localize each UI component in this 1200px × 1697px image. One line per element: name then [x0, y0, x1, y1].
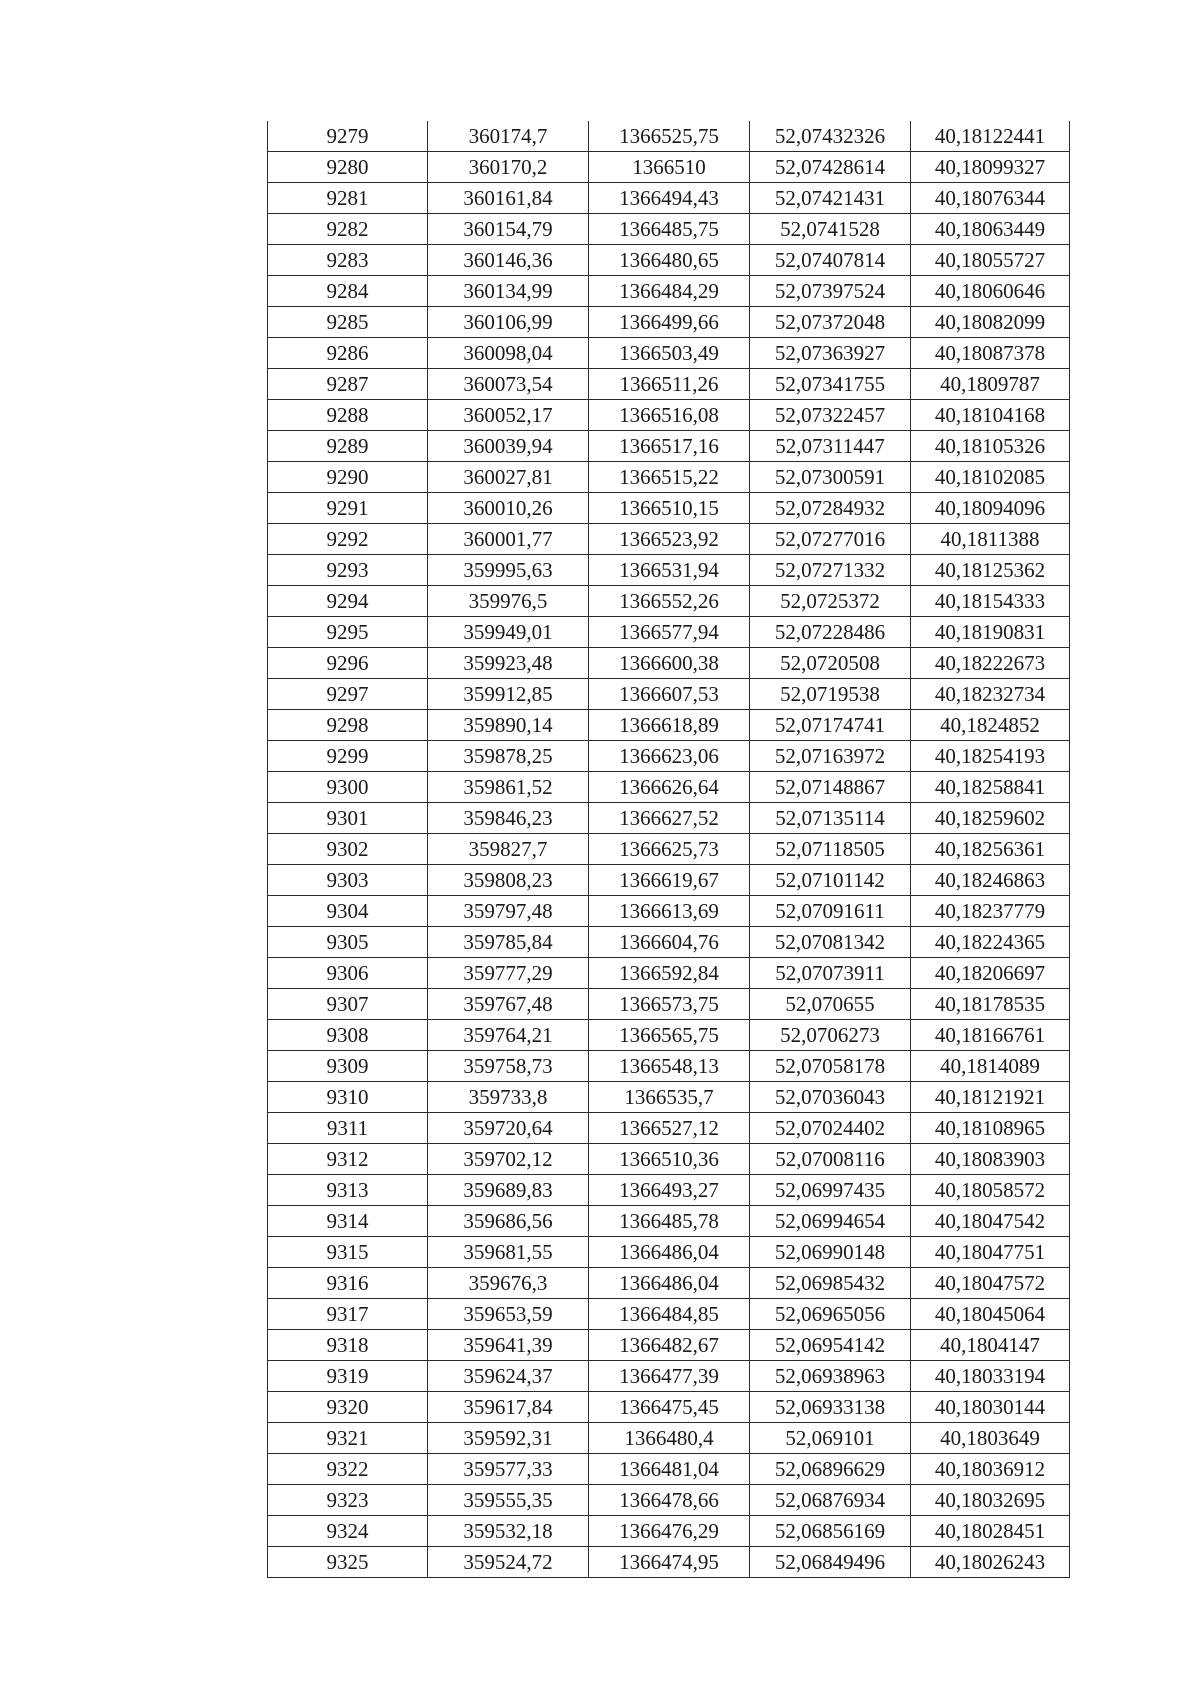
latitude-cell: 52,07341755 [750, 369, 911, 400]
y-coordinate-cell: 1366517,16 [589, 431, 750, 462]
point-number-cell: 9308 [268, 1020, 428, 1051]
longitude-cell: 40,18256361 [911, 834, 1070, 865]
longitude-cell: 40,18047751 [911, 1237, 1070, 1268]
table-row [268, 1237, 1070, 1268]
table-row [268, 803, 1070, 834]
latitude-cell: 52,07036043 [750, 1082, 911, 1113]
latitude-cell: 52,07091611 [750, 896, 911, 927]
longitude-cell: 40,1803649 [911, 1423, 1070, 1454]
x-coordinate-cell: 359676,3 [428, 1268, 589, 1299]
x-coordinate-cell: 359592,31 [428, 1423, 589, 1454]
point-number-cell: 9280 [268, 152, 428, 183]
x-coordinate-cell: 360027,81 [428, 462, 589, 493]
y-coordinate-cell: 1366531,94 [589, 555, 750, 586]
longitude-cell: 40,18122441 [911, 121, 1070, 152]
latitude-cell: 52,07284932 [750, 493, 911, 524]
longitude-cell: 40,18030144 [911, 1392, 1070, 1423]
coordinate-table-body [268, 121, 1070, 1578]
longitude-cell: 40,18166761 [911, 1020, 1070, 1051]
table-row [268, 462, 1070, 493]
longitude-cell: 40,18105326 [911, 431, 1070, 462]
point-number-cell: 9283 [268, 245, 428, 276]
point-number-cell: 9281 [268, 183, 428, 214]
latitude-cell: 52,070655 [750, 989, 911, 1020]
y-coordinate-cell: 1366477,39 [589, 1361, 750, 1392]
y-coordinate-cell: 1366475,45 [589, 1392, 750, 1423]
latitude-cell: 52,06965056 [750, 1299, 911, 1330]
table-row [268, 431, 1070, 462]
x-coordinate-cell: 359923,48 [428, 648, 589, 679]
latitude-cell: 52,07311447 [750, 431, 911, 462]
point-number-cell: 9314 [268, 1206, 428, 1237]
point-number-cell: 9325 [268, 1547, 428, 1578]
y-coordinate-cell: 1366535,7 [589, 1082, 750, 1113]
longitude-cell: 40,18082099 [911, 307, 1070, 338]
point-number-cell: 9290 [268, 462, 428, 493]
point-number-cell: 9294 [268, 586, 428, 617]
latitude-cell: 52,07174741 [750, 710, 911, 741]
longitude-cell: 40,18047572 [911, 1268, 1070, 1299]
longitude-cell: 40,18254193 [911, 741, 1070, 772]
longitude-cell: 40,18206697 [911, 958, 1070, 989]
y-coordinate-cell: 1366511,26 [589, 369, 750, 400]
y-coordinate-cell: 1366515,22 [589, 462, 750, 493]
point-number-cell: 9303 [268, 865, 428, 896]
y-coordinate-cell: 1366525,75 [589, 121, 750, 152]
table-row [268, 214, 1070, 245]
y-coordinate-cell: 1366474,95 [589, 1547, 750, 1578]
x-coordinate-cell: 359577,33 [428, 1454, 589, 1485]
point-number-cell: 9296 [268, 648, 428, 679]
x-coordinate-cell: 360052,17 [428, 400, 589, 431]
x-coordinate-cell: 360010,26 [428, 493, 589, 524]
x-coordinate-cell: 360170,2 [428, 152, 589, 183]
table-row [268, 1299, 1070, 1330]
table-row [268, 1330, 1070, 1361]
latitude-cell: 52,07163972 [750, 741, 911, 772]
longitude-cell: 40,18190831 [911, 617, 1070, 648]
table-row [268, 958, 1070, 989]
table-row [268, 183, 1070, 214]
y-coordinate-cell: 1366480,65 [589, 245, 750, 276]
table-row [268, 1485, 1070, 1516]
table-row [268, 710, 1070, 741]
x-coordinate-cell: 359720,64 [428, 1113, 589, 1144]
longitude-cell: 40,1811388 [911, 524, 1070, 555]
longitude-cell: 40,18087378 [911, 338, 1070, 369]
x-coordinate-cell: 360073,54 [428, 369, 589, 400]
table-row [268, 989, 1070, 1020]
longitude-cell: 40,1824852 [911, 710, 1070, 741]
x-coordinate-cell: 359861,52 [428, 772, 589, 803]
point-number-cell: 9321 [268, 1423, 428, 1454]
latitude-cell: 52,07397524 [750, 276, 911, 307]
latitude-cell: 52,06985432 [750, 1268, 911, 1299]
latitude-cell: 52,07300591 [750, 462, 911, 493]
y-coordinate-cell: 1366482,67 [589, 1330, 750, 1361]
y-coordinate-cell: 1366600,38 [589, 648, 750, 679]
y-coordinate-cell: 1366592,84 [589, 958, 750, 989]
x-coordinate-cell: 359846,23 [428, 803, 589, 834]
longitude-cell: 40,18036912 [911, 1454, 1070, 1485]
x-coordinate-cell: 360039,94 [428, 431, 589, 462]
y-coordinate-cell: 1366484,85 [589, 1299, 750, 1330]
y-coordinate-cell: 1366485,75 [589, 214, 750, 245]
x-coordinate-cell: 359797,48 [428, 896, 589, 927]
y-coordinate-cell: 1366618,89 [589, 710, 750, 741]
y-coordinate-cell: 1366607,53 [589, 679, 750, 710]
table-row [268, 896, 1070, 927]
longitude-cell: 40,18047542 [911, 1206, 1070, 1237]
longitude-cell: 40,18083903 [911, 1144, 1070, 1175]
latitude-cell: 52,07363927 [750, 338, 911, 369]
point-number-cell: 9317 [268, 1299, 428, 1330]
y-coordinate-cell: 1366493,27 [589, 1175, 750, 1206]
point-number-cell: 9312 [268, 1144, 428, 1175]
table-row [268, 1144, 1070, 1175]
point-number-cell: 9304 [268, 896, 428, 927]
longitude-cell: 40,18033194 [911, 1361, 1070, 1392]
y-coordinate-cell: 1366485,78 [589, 1206, 750, 1237]
latitude-cell: 52,07407814 [750, 245, 911, 276]
x-coordinate-cell: 359617,84 [428, 1392, 589, 1423]
x-coordinate-cell: 360134,99 [428, 276, 589, 307]
point-number-cell: 9286 [268, 338, 428, 369]
latitude-cell: 52,06876934 [750, 1485, 911, 1516]
x-coordinate-cell: 359995,63 [428, 555, 589, 586]
point-number-cell: 9300 [268, 772, 428, 803]
latitude-cell: 52,07058178 [750, 1051, 911, 1082]
table-row [268, 1454, 1070, 1485]
table-row [268, 1547, 1070, 1578]
latitude-cell: 52,06954142 [750, 1330, 911, 1361]
y-coordinate-cell: 1366510 [589, 152, 750, 183]
point-number-cell: 9305 [268, 927, 428, 958]
table-row [268, 400, 1070, 431]
y-coordinate-cell: 1366626,64 [589, 772, 750, 803]
point-number-cell: 9287 [268, 369, 428, 400]
longitude-cell: 40,1814089 [911, 1051, 1070, 1082]
x-coordinate-cell: 359878,25 [428, 741, 589, 772]
x-coordinate-cell: 360161,84 [428, 183, 589, 214]
x-coordinate-cell: 360146,36 [428, 245, 589, 276]
latitude-cell: 52,07008116 [750, 1144, 911, 1175]
latitude-cell: 52,07228486 [750, 617, 911, 648]
y-coordinate-cell: 1366476,29 [589, 1516, 750, 1547]
point-number-cell: 9292 [268, 524, 428, 555]
point-number-cell: 9285 [268, 307, 428, 338]
y-coordinate-cell: 1366503,49 [589, 338, 750, 369]
latitude-cell: 52,07118505 [750, 834, 911, 865]
latitude-cell: 52,07372048 [750, 307, 911, 338]
table-row [268, 121, 1070, 152]
y-coordinate-cell: 1366573,75 [589, 989, 750, 1020]
table-row [268, 1206, 1070, 1237]
latitude-cell: 52,06997435 [750, 1175, 911, 1206]
latitude-cell: 52,06849496 [750, 1547, 911, 1578]
point-number-cell: 9322 [268, 1454, 428, 1485]
y-coordinate-cell: 1366527,12 [589, 1113, 750, 1144]
point-number-cell: 9299 [268, 741, 428, 772]
latitude-cell: 52,07101142 [750, 865, 911, 896]
x-coordinate-cell: 359681,55 [428, 1237, 589, 1268]
table-row [268, 1423, 1070, 1454]
latitude-cell: 52,07024402 [750, 1113, 911, 1144]
table-row [268, 493, 1070, 524]
y-coordinate-cell: 1366494,43 [589, 183, 750, 214]
x-coordinate-cell: 359733,8 [428, 1082, 589, 1113]
table-row [268, 741, 1070, 772]
latitude-cell: 52,07421431 [750, 183, 911, 214]
latitude-cell: 52,06938963 [750, 1361, 911, 1392]
longitude-cell: 40,18224365 [911, 927, 1070, 958]
y-coordinate-cell: 1366481,04 [589, 1454, 750, 1485]
longitude-cell: 40,18125362 [911, 555, 1070, 586]
longitude-cell: 40,18060646 [911, 276, 1070, 307]
table-row [268, 648, 1070, 679]
longitude-cell: 40,18258841 [911, 772, 1070, 803]
longitude-cell: 40,18045064 [911, 1299, 1070, 1330]
latitude-cell: 52,06990148 [750, 1237, 911, 1268]
latitude-cell: 52,07277016 [750, 524, 911, 555]
latitude-cell: 52,07073911 [750, 958, 911, 989]
latitude-cell: 52,0741528 [750, 214, 911, 245]
table-row [268, 1268, 1070, 1299]
x-coordinate-cell: 360174,7 [428, 121, 589, 152]
latitude-cell: 52,0725372 [750, 586, 911, 617]
longitude-cell: 40,1804147 [911, 1330, 1070, 1361]
latitude-cell: 52,07271332 [750, 555, 911, 586]
latitude-cell: 52,06896629 [750, 1454, 911, 1485]
x-coordinate-cell: 359686,56 [428, 1206, 589, 1237]
point-number-cell: 9315 [268, 1237, 428, 1268]
longitude-cell: 40,18104168 [911, 400, 1070, 431]
point-number-cell: 9288 [268, 400, 428, 431]
table-row [268, 555, 1070, 586]
y-coordinate-cell: 1366613,69 [589, 896, 750, 927]
x-coordinate-cell: 359827,7 [428, 834, 589, 865]
latitude-cell: 52,07135114 [750, 803, 911, 834]
point-number-cell: 9318 [268, 1330, 428, 1361]
x-coordinate-cell: 359764,21 [428, 1020, 589, 1051]
y-coordinate-cell: 1366516,08 [589, 400, 750, 431]
table-row [268, 772, 1070, 803]
x-coordinate-cell: 359702,12 [428, 1144, 589, 1175]
x-coordinate-cell: 359785,84 [428, 927, 589, 958]
longitude-cell: 40,18232734 [911, 679, 1070, 710]
point-number-cell: 9309 [268, 1051, 428, 1082]
x-coordinate-cell: 359555,35 [428, 1485, 589, 1516]
x-coordinate-cell: 360154,79 [428, 214, 589, 245]
table-row [268, 834, 1070, 865]
table-row [268, 1113, 1070, 1144]
y-coordinate-cell: 1366510,36 [589, 1144, 750, 1175]
point-number-cell: 9319 [268, 1361, 428, 1392]
point-number-cell: 9320 [268, 1392, 428, 1423]
x-coordinate-cell: 359641,39 [428, 1330, 589, 1361]
x-coordinate-cell: 359949,01 [428, 617, 589, 648]
longitude-cell: 40,18237779 [911, 896, 1070, 927]
x-coordinate-cell: 359758,73 [428, 1051, 589, 1082]
table-row [268, 1082, 1070, 1113]
y-coordinate-cell: 1366478,66 [589, 1485, 750, 1516]
latitude-cell: 52,07148867 [750, 772, 911, 803]
x-coordinate-cell: 360106,99 [428, 307, 589, 338]
y-coordinate-cell: 1366627,52 [589, 803, 750, 834]
table-row [268, 1516, 1070, 1547]
longitude-cell: 40,18094096 [911, 493, 1070, 524]
x-coordinate-cell: 359777,29 [428, 958, 589, 989]
coordinate-table [267, 121, 1070, 1578]
longitude-cell: 40,18222673 [911, 648, 1070, 679]
y-coordinate-cell: 1366577,94 [589, 617, 750, 648]
table-row [268, 1051, 1070, 1082]
y-coordinate-cell: 1366523,92 [589, 524, 750, 555]
x-coordinate-cell: 359689,83 [428, 1175, 589, 1206]
table-row [268, 865, 1070, 896]
x-coordinate-cell: 359912,85 [428, 679, 589, 710]
y-coordinate-cell: 1366484,29 [589, 276, 750, 307]
longitude-cell: 40,18026243 [911, 1547, 1070, 1578]
point-number-cell: 9291 [268, 493, 428, 524]
x-coordinate-cell: 360001,77 [428, 524, 589, 555]
latitude-cell: 52,07428614 [750, 152, 911, 183]
longitude-cell: 40,18032695 [911, 1485, 1070, 1516]
x-coordinate-cell: 359890,14 [428, 710, 589, 741]
latitude-cell: 52,07081342 [750, 927, 911, 958]
point-number-cell: 9301 [268, 803, 428, 834]
longitude-cell: 40,18108965 [911, 1113, 1070, 1144]
point-number-cell: 9298 [268, 710, 428, 741]
x-coordinate-cell: 359532,18 [428, 1516, 589, 1547]
point-number-cell: 9307 [268, 989, 428, 1020]
longitude-cell: 40,18076344 [911, 183, 1070, 214]
point-number-cell: 9282 [268, 214, 428, 245]
point-number-cell: 9289 [268, 431, 428, 462]
x-coordinate-cell: 359808,23 [428, 865, 589, 896]
point-number-cell: 9324 [268, 1516, 428, 1547]
point-number-cell: 9323 [268, 1485, 428, 1516]
longitude-cell: 40,18121921 [911, 1082, 1070, 1113]
table-row [268, 1392, 1070, 1423]
latitude-cell: 52,06933138 [750, 1392, 911, 1423]
longitude-cell: 40,18058572 [911, 1175, 1070, 1206]
latitude-cell: 52,0719538 [750, 679, 911, 710]
longitude-cell: 40,18178535 [911, 989, 1070, 1020]
table-row [268, 927, 1070, 958]
x-coordinate-cell: 359524,72 [428, 1547, 589, 1578]
latitude-cell: 52,07322457 [750, 400, 911, 431]
latitude-cell: 52,07432326 [750, 121, 911, 152]
y-coordinate-cell: 1366604,76 [589, 927, 750, 958]
x-coordinate-cell: 359653,59 [428, 1299, 589, 1330]
table-row [268, 338, 1070, 369]
point-number-cell: 9311 [268, 1113, 428, 1144]
table-row [268, 276, 1070, 307]
longitude-cell: 40,1809787 [911, 369, 1070, 400]
longitude-cell: 40,18028451 [911, 1516, 1070, 1547]
y-coordinate-cell: 1366486,04 [589, 1268, 750, 1299]
point-number-cell: 9313 [268, 1175, 428, 1206]
table-row [268, 679, 1070, 710]
x-coordinate-cell: 359624,37 [428, 1361, 589, 1392]
longitude-cell: 40,18102085 [911, 462, 1070, 493]
y-coordinate-cell: 1366552,26 [589, 586, 750, 617]
point-number-cell: 9310 [268, 1082, 428, 1113]
latitude-cell: 52,069101 [750, 1423, 911, 1454]
longitude-cell: 40,18063449 [911, 214, 1070, 245]
y-coordinate-cell: 1366565,75 [589, 1020, 750, 1051]
x-coordinate-cell: 359976,5 [428, 586, 589, 617]
y-coordinate-cell: 1366548,13 [589, 1051, 750, 1082]
point-number-cell: 9279 [268, 121, 428, 152]
longitude-cell: 40,18154333 [911, 586, 1070, 617]
y-coordinate-cell: 1366625,73 [589, 834, 750, 865]
latitude-cell: 52,06856169 [750, 1516, 911, 1547]
y-coordinate-cell: 1366619,67 [589, 865, 750, 896]
x-coordinate-cell: 360098,04 [428, 338, 589, 369]
table-row [268, 1020, 1070, 1051]
latitude-cell: 52,06994654 [750, 1206, 911, 1237]
longitude-cell: 40,18259602 [911, 803, 1070, 834]
point-number-cell: 9293 [268, 555, 428, 586]
y-coordinate-cell: 1366510,15 [589, 493, 750, 524]
point-number-cell: 9302 [268, 834, 428, 865]
table-row [268, 524, 1070, 555]
point-number-cell: 9306 [268, 958, 428, 989]
point-number-cell: 9316 [268, 1268, 428, 1299]
longitude-cell: 40,18099327 [911, 152, 1070, 183]
point-number-cell: 9295 [268, 617, 428, 648]
y-coordinate-cell: 1366486,04 [589, 1237, 750, 1268]
table-row [268, 245, 1070, 276]
longitude-cell: 40,18246863 [911, 865, 1070, 896]
table-row [268, 307, 1070, 338]
x-coordinate-cell: 359767,48 [428, 989, 589, 1020]
table-row [268, 1175, 1070, 1206]
table-row [268, 369, 1070, 400]
table-row [268, 617, 1070, 648]
latitude-cell: 52,0720508 [750, 648, 911, 679]
y-coordinate-cell: 1366480,4 [589, 1423, 750, 1454]
table-row [268, 152, 1070, 183]
point-number-cell: 9297 [268, 679, 428, 710]
longitude-cell: 40,18055727 [911, 245, 1070, 276]
y-coordinate-cell: 1366499,66 [589, 307, 750, 338]
point-number-cell: 9284 [268, 276, 428, 307]
table-row [268, 1361, 1070, 1392]
y-coordinate-cell: 1366623,06 [589, 741, 750, 772]
latitude-cell: 52,0706273 [750, 1020, 911, 1051]
table-row [268, 586, 1070, 617]
